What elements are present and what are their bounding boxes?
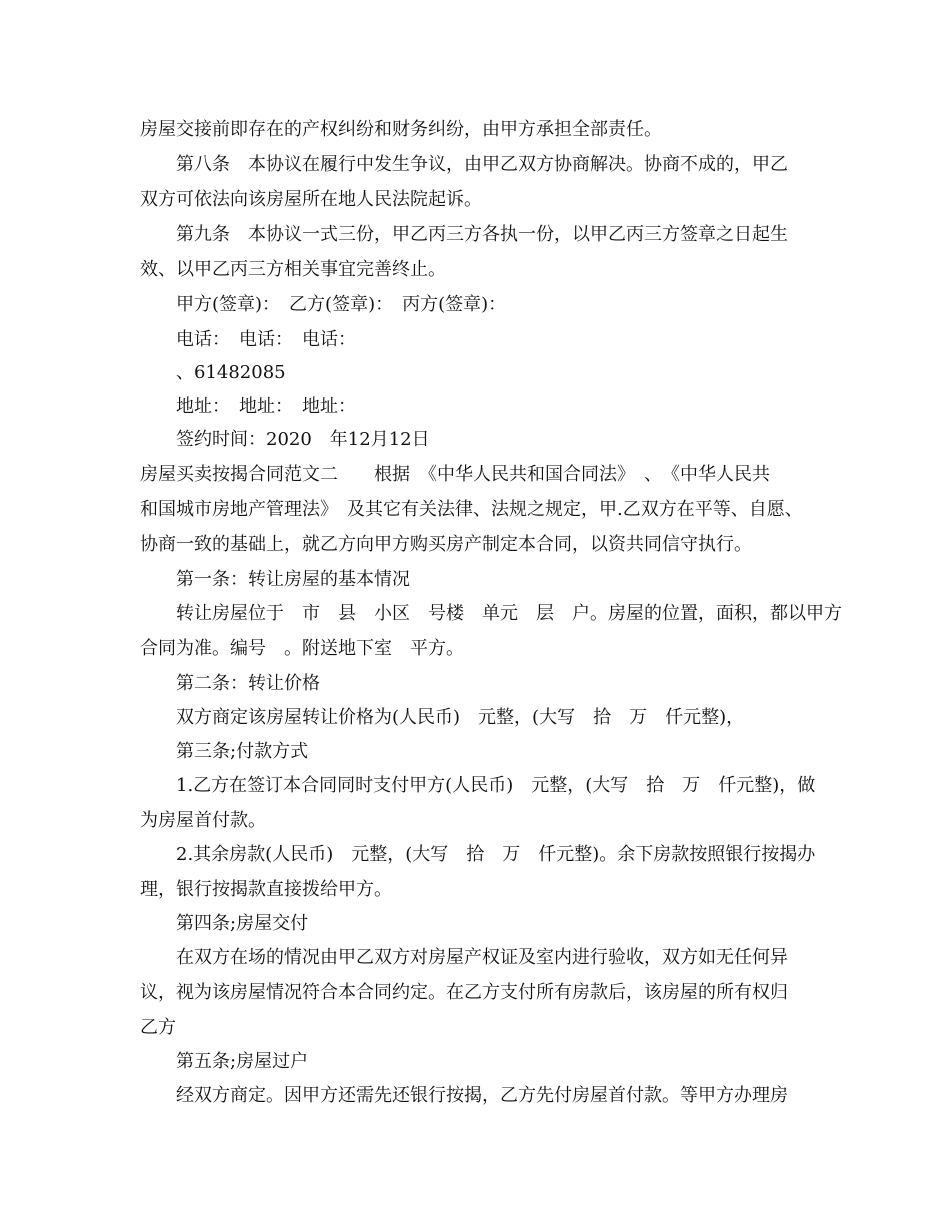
text-line: 乙方 xyxy=(140,1017,176,1038)
text-line: 第四条;房屋交付 xyxy=(176,913,309,934)
text-line: 双方可依法向该房屋所在地人民法院起诉。 xyxy=(140,189,482,210)
text-line: 第九条 本协议一式三份，甲乙丙三方各执一份，以甲乙丙三方签章之日起生 xyxy=(176,224,788,245)
text-line: 在双方在场的情况由甲乙双方对房屋产权证及室内进行验收，双方如无任何异 xyxy=(176,947,788,968)
text-line: 第一条：转让房屋的基本情况 xyxy=(176,569,410,590)
text-line: 第八条 本协议在履行中发生争议，由甲乙双方协商解决。协商不成的，甲乙 xyxy=(176,154,788,175)
text-line: 为房屋首付款。 xyxy=(140,810,266,831)
text-line: 议，视为该房屋情况符合本合同约定。在乙方支付所有房款后，该房屋的所有权归 xyxy=(140,982,788,1003)
text-line: 第三条;付款方式 xyxy=(176,741,309,762)
text-line: 和国城市房地产管理法》 及其它有关法律、法规之规定，甲.乙双方在平等、自愿、 xyxy=(140,499,803,520)
text-line: 房屋交接前即存在的产权纠纷和财务纠纷，由甲方承担全部责任。 xyxy=(140,119,662,140)
text-line: 甲方(签章)： 乙方(签章)： 丙方(签章)： xyxy=(176,294,507,315)
text-line: 电话： 电话： 电话： xyxy=(176,329,356,350)
text-line: 经双方商定。因甲方还需先还银行按揭，乙方先付房屋首付款。等甲方办理房 xyxy=(176,1085,788,1106)
text-line: 合同为准。编号 。附送地下室 平方。 xyxy=(140,638,464,659)
text-line: 双方商定该房屋转让价格为(人民币) 元整，(大写 拾 万 仟元整)， xyxy=(176,707,745,728)
text-line: 、61482085 xyxy=(176,362,286,383)
text-line: 转让房屋位于 市 县 小区 号楼 单元 层 户。房屋的位置，面积，都以甲方 xyxy=(176,603,842,624)
text-line: 2.其余房款(人民币) 元整，(大写 拾 万 仟元整)。余下房款按照银行按揭办 xyxy=(176,844,816,865)
text-line: 效、以甲乙丙三方相关事宜完善终止。 xyxy=(140,259,446,280)
text-line: 理，银行按揭款直接拨给甲方。 xyxy=(140,879,392,900)
text-line: 第二条：转让价格 xyxy=(176,673,320,694)
text-line: 协商一致的基础上，就乙方向甲方购买房产制定本合同，以资共同信守执行。 xyxy=(140,534,752,555)
text-line: 1.乙方在签订本合同同时支付甲方(人民币) 元整，(大写 拾 万 仟元整)，做 xyxy=(176,775,816,796)
text-line: 第五条;房屋过户 xyxy=(176,1051,309,1072)
text-line: 地址： 地址： 地址： xyxy=(176,396,356,417)
text-line: 房屋买卖按揭合同范文二 根据 《中华人民共和国合同法》 、 《中华人民共 xyxy=(140,464,770,485)
text-line: 签约时间：2020 年12月12日 xyxy=(176,429,430,450)
